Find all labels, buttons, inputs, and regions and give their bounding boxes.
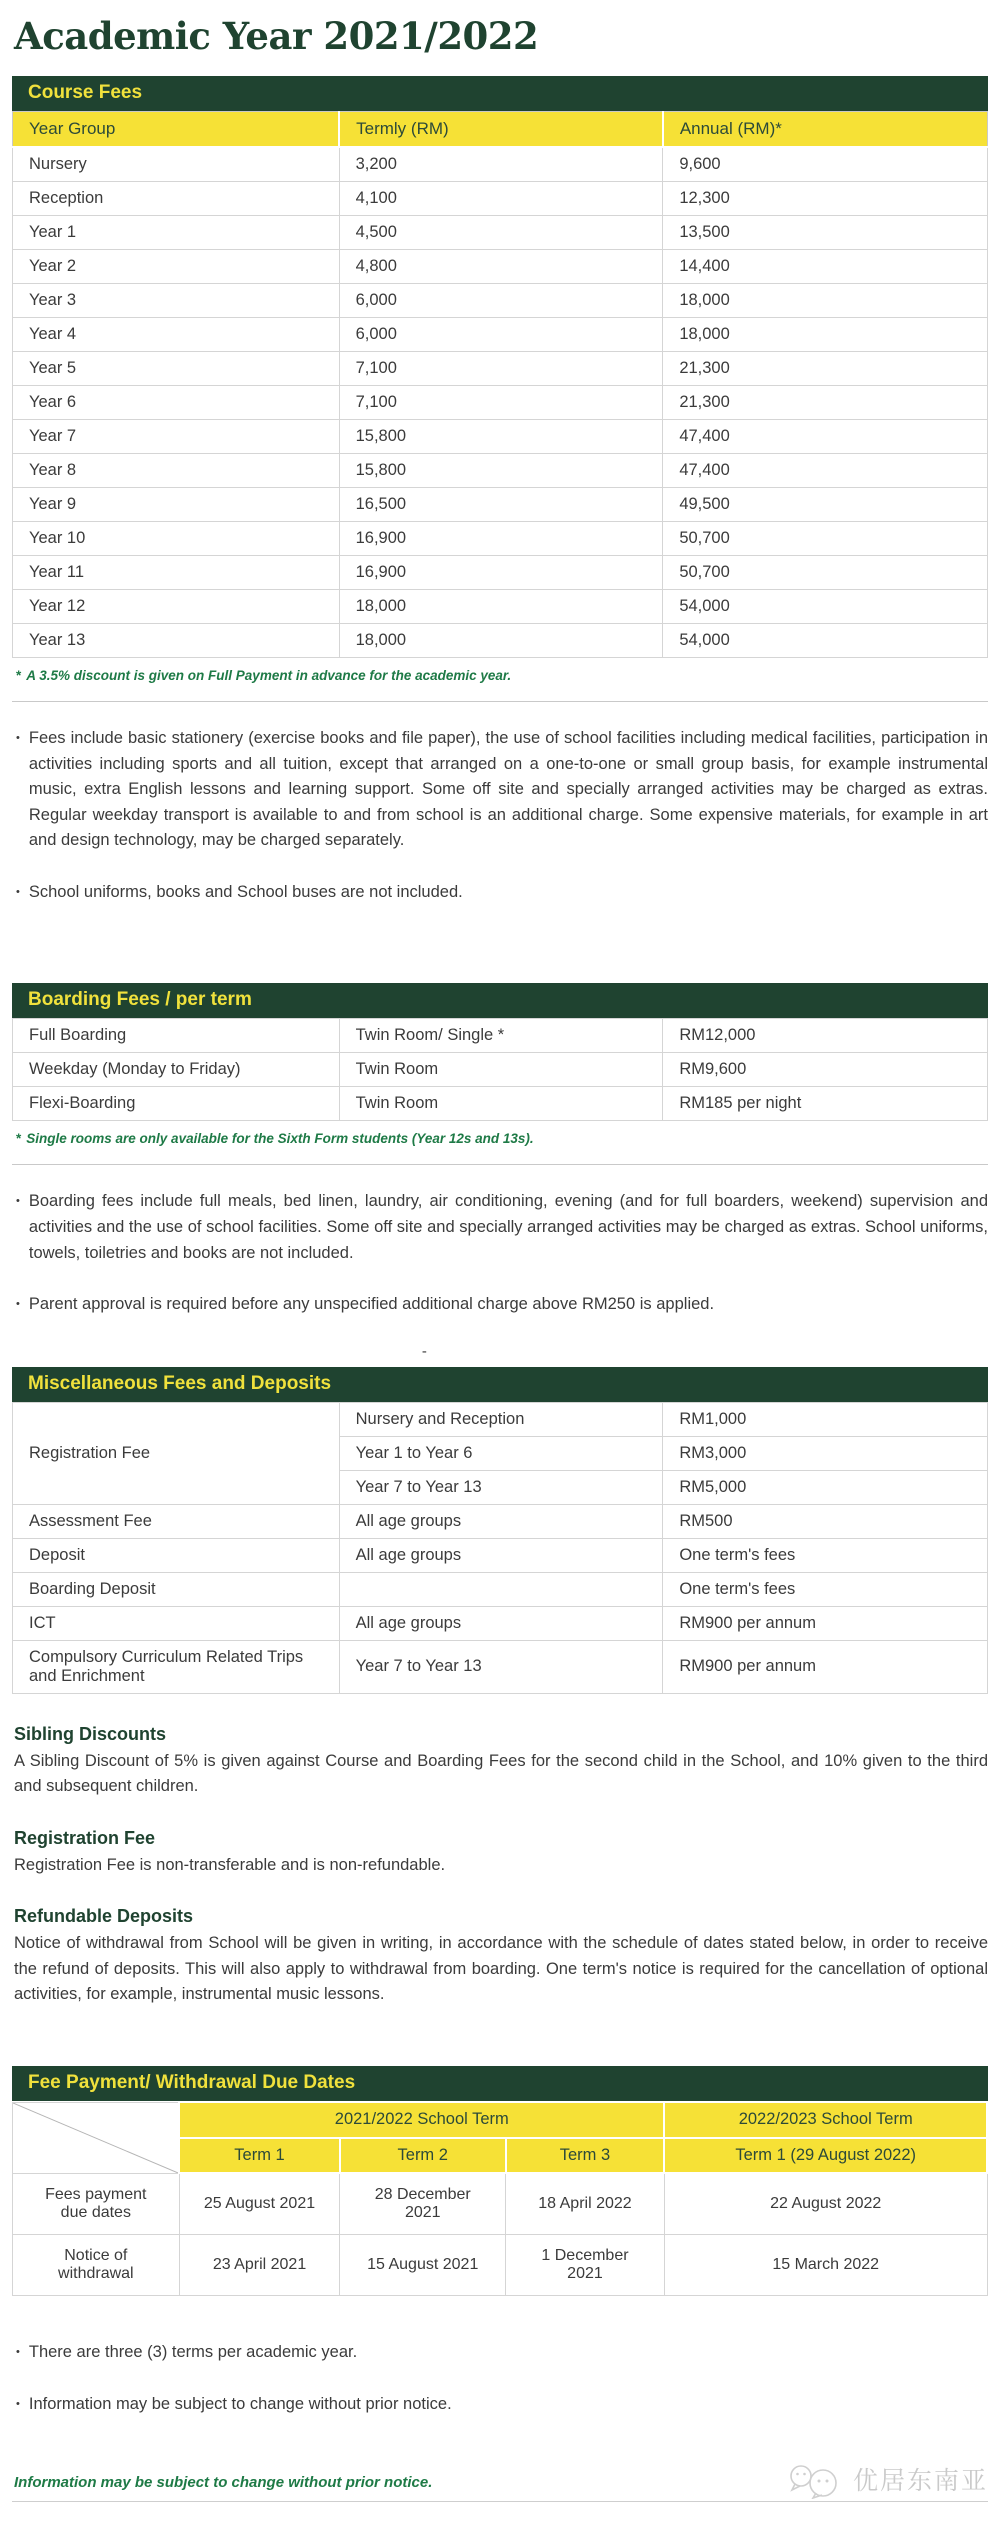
cell-fee-label: Deposit: [13, 1538, 340, 1572]
cell-fee: RM900 per annum: [663, 1640, 988, 1693]
cell-termly: 7,100: [339, 352, 663, 386]
diagonal-line-icon: [13, 2103, 178, 2173]
cell-year-group: Reception: [13, 182, 340, 216]
table-row: [13, 1019, 988, 1053]
cell-date: 23 April 2021: [179, 2235, 340, 2296]
cell-fee-label: Compulsory Curriculum Related Trips and Enrichment: [13, 1640, 340, 1693]
table-row: [13, 556, 988, 590]
cell-year-group: Year 3: [13, 284, 340, 318]
table-row: [13, 352, 988, 386]
cell-date: 25 August 2021: [179, 2173, 340, 2235]
table-row: [13, 1572, 988, 1606]
bullet-icon: •: [16, 732, 20, 744]
note-text: School uniforms, books and School buses are not included.: [28, 882, 463, 901]
group-header-2021-2022: 2021/2022 School Term: [179, 2102, 664, 2138]
course-fees-section-header: Course Fees: [12, 76, 988, 111]
separator-dash: -: [421, 1342, 427, 1360]
cell-year-group: Year 2: [13, 250, 340, 284]
cell-room-type: Twin Room/ Single *: [339, 1019, 663, 1053]
spacer: [12, 2296, 988, 2340]
cell-termly: 16,900: [339, 522, 663, 556]
spacer: [12, 2036, 988, 2066]
cell-year-group: Year 13: [13, 624, 340, 658]
cell-fee: One term's fees: [663, 1572, 988, 1606]
boarding-fees-section: [12, 983, 988, 1358]
course-fees-header-row: [13, 112, 988, 148]
bullet-icon: •: [16, 1298, 20, 1311]
course-fees-table: [12, 111, 988, 658]
sibling-discounts-heading: Sibling Discounts: [14, 1723, 167, 1744]
table-row: [13, 624, 988, 658]
section-divider: [12, 1164, 988, 1165]
cell-annual: 21,300: [663, 352, 988, 386]
row-label: Fees payment due dates: [13, 2173, 180, 2235]
cell-fee-label: Registration Fee: [13, 1402, 340, 1504]
due-dates-section-header: Fee Payment/ Withdrawal Due Dates: [12, 2066, 988, 2101]
spacer: [12, 931, 988, 983]
note-text: Parent approval is required before any unspecified additional charge above RM250 is applied.: [28, 1295, 715, 1314]
cell-termly: 4,500: [339, 216, 663, 250]
cell-boarding-type: Weekday (Monday to Friday): [13, 1053, 340, 1087]
cell-termly: 16,900: [339, 556, 663, 590]
cell-year-group: Year 7: [13, 420, 340, 454]
cell-year-group: Year 1: [13, 216, 340, 250]
cell-date: 18 April 2022: [506, 2173, 665, 2235]
bullet-icon: •: [16, 885, 20, 898]
table-row: [13, 1640, 988, 1693]
cell-annual: 18,000: [663, 318, 988, 352]
watermark-logo-icon: [785, 2463, 847, 2499]
cell-termly: 6,000: [339, 318, 663, 352]
cell-year-group: Year 11: [13, 556, 340, 590]
cell-termly: 4,800: [339, 250, 663, 284]
cell-fee: RM3,000: [663, 1436, 988, 1470]
table-row: [13, 386, 988, 420]
table-row: [13, 590, 988, 624]
cell-year-group: Year 12: [13, 590, 340, 624]
table-row: [13, 250, 988, 284]
column-header-termly: Termly (RM): [339, 112, 663, 148]
cell-termly: 4,100: [339, 182, 663, 216]
table-row: [13, 182, 988, 216]
page-footer: [12, 2463, 988, 2502]
course-fees-footnote: * A 3.5% discount is given on Full Payment in advance for the academic year.: [16, 668, 512, 683]
registration-fee-body: Registration Fee is non-transferable and is non-refundable.: [14, 1855, 446, 1874]
cell-termly: 7,100: [339, 386, 663, 420]
cell-fee: RM900 per annum: [663, 1606, 988, 1640]
misc-fees-table: [12, 1402, 988, 1694]
cell-year-group: Year 4: [13, 318, 340, 352]
cell-date: 22 August 2022: [664, 2173, 987, 2235]
cell-date: 15 August 2021: [340, 2235, 506, 2296]
cell-room-type: Twin Room: [339, 1053, 663, 1087]
refundable-deposits-section: [12, 1906, 988, 2008]
cell-age-group: [339, 1572, 663, 1606]
term-header: Term 2: [340, 2138, 506, 2174]
table-row: [13, 216, 988, 250]
cell-termly: 3,200: [339, 147, 663, 182]
footer-disclaimer: Information may be subject to change without prior notice.: [14, 2474, 433, 2492]
refundable-deposits-heading: Refundable Deposits: [14, 1906, 194, 1927]
table-row: [13, 1504, 988, 1538]
asterisk-marker: *: [16, 668, 22, 683]
cell-fee: RM1,000: [663, 1402, 988, 1436]
cell-annual: 9,600: [663, 147, 988, 182]
cell-fee-label: Assessment Fee: [13, 1504, 340, 1538]
cell-year-group: Year 8: [13, 454, 340, 488]
cell-fee: One term's fees: [663, 1538, 988, 1572]
boarding-fees-section-header: Boarding Fees / per term: [12, 983, 988, 1018]
cell-age-group: Nursery and Reception: [339, 1402, 663, 1436]
change-note: [16, 2392, 988, 2418]
diagonal-divider-cell: [13, 2102, 180, 2173]
refundable-deposits-body: Notice of withdrawal from School will be given in writing, in accordance with the schedule of dates stated below, in order to receive the refund of deposits. This will also apply to withdrawal from boarding. One term's notice is required for the cancellation of optional activities, for example, instrumental music lessons.: [14, 1934, 988, 2004]
table-row: [13, 1402, 988, 1436]
cell-fee: RM9,600: [663, 1053, 988, 1087]
registration-fee-heading: Registration Fee: [14, 1827, 156, 1848]
cell-annual: 21,300: [663, 386, 988, 420]
course-fees-note: [16, 726, 988, 854]
boarding-fees-note: [16, 1189, 988, 1266]
cell-termly: 18,000: [339, 624, 663, 658]
due-dates-table: [12, 2101, 988, 2296]
cell-termly: 6,000: [339, 284, 663, 318]
asterisk-marker: *: [16, 1131, 22, 1147]
note-text: Boarding fees include full meals, bed linen, laundry, air conditioning, evening (and for full boarders, weekend) supervision and activities and the use of school facilities. Some off site and specially arranged activities may be charged as extras. School uniforms, towels, toiletries and books are not included.: [28, 1192, 988, 1262]
table-row: [13, 2235, 988, 2296]
due-dates-group-header-row: [13, 2102, 988, 2138]
cell-annual: 12,300: [663, 182, 988, 216]
cell-date: 15 March 2022: [664, 2235, 987, 2296]
note-text: Fees include basic stationery (exercise books and file paper), the use of school facilities including medical facilities, participation in activities including sports and all tuition, except that arranged on a one-to-one or small group basis, for example instrumental music, extra English lessons and learning support. Some off site and specially arranged activities may be charged as extras. Regular weekday transport is available to and from school is an additional charge. Some expensive materials, for example in art and design technology, may be charged separately.: [28, 729, 988, 850]
misc-fees-section: [12, 1367, 988, 1694]
group-header-2022-2023: 2022/2023 School Term: [664, 2102, 987, 2138]
cell-fee: RM5,000: [663, 1470, 988, 1504]
cell-boarding-type: Full Boarding: [13, 1019, 340, 1053]
bullet-icon: •: [16, 1195, 20, 1208]
terms-note: [16, 2340, 988, 2366]
table-row: [13, 318, 988, 352]
sibling-discounts-body: A Sibling Discount of 5% is given against Course and Boarding Fees for the second child in the School, and 10% given to the third and subsequent children.: [14, 1751, 988, 1796]
table-row: [13, 147, 988, 182]
cell-age-group: All age groups: [339, 1504, 663, 1538]
table-row: [13, 2173, 988, 2235]
misc-fees-section-header: Miscellaneous Fees and Deposits: [12, 1367, 988, 1402]
boarding-fees-note: [16, 1292, 988, 1318]
spacer: [12, 1694, 988, 1724]
table-row: [13, 454, 988, 488]
cell-fee: RM185 per night: [663, 1087, 988, 1121]
cell-annual: 47,400: [663, 454, 988, 488]
cell-age-group: Year 7 to Year 13: [339, 1640, 663, 1693]
table-row: [13, 420, 988, 454]
cell-boarding-type: Flexi-Boarding: [13, 1087, 340, 1121]
table-row: [13, 1087, 988, 1121]
watermark-text: 优居东南亚: [852, 2466, 988, 2495]
due-dates-section: [12, 2066, 988, 2417]
row-label: Notice of withdrawal: [13, 2235, 180, 2296]
cell-annual: 50,700: [663, 522, 988, 556]
cell-termly: 16,500: [339, 488, 663, 522]
cell-fee: RM500: [663, 1504, 988, 1538]
cell-annual: 13,500: [663, 216, 988, 250]
table-row: [13, 1606, 988, 1640]
section-divider: [12, 701, 988, 702]
watermark: [785, 2463, 988, 2499]
cell-age-group: All age groups: [339, 1538, 663, 1572]
note-text: Information may be subject to change without prior notice.: [28, 2394, 452, 2413]
term-header: Term 1: [179, 2138, 340, 2174]
cell-termly: 18,000: [339, 590, 663, 624]
cell-fee: RM12,000: [663, 1019, 988, 1053]
boarding-fees-footnote: * Single rooms are only available for the Sixth Form students (Year 12s and 13s).: [16, 1131, 534, 1147]
cell-age-group: All age groups: [339, 1606, 663, 1640]
cell-year-group: Year 5: [13, 352, 340, 386]
cell-room-type: Twin Room: [339, 1087, 663, 1121]
table-row: [13, 522, 988, 556]
column-header-annual: Annual (RM)*: [663, 112, 988, 148]
cell-date: 1 December 2021: [506, 2235, 665, 2296]
cell-fee-label: Boarding Deposit: [13, 1572, 340, 1606]
table-row: [13, 284, 988, 318]
table-row: [13, 1053, 988, 1087]
bullet-icon: •: [16, 2397, 20, 2410]
sibling-discounts-section: [12, 1724, 988, 1800]
cell-fee-label: ICT: [13, 1606, 340, 1640]
cell-annual: 54,000: [663, 624, 988, 658]
cell-age-group: Year 1 to Year 6: [339, 1436, 663, 1470]
course-fees-section: [12, 76, 988, 905]
cell-age-group: Year 7 to Year 13: [339, 1470, 663, 1504]
term-header: Term 3: [506, 2138, 665, 2174]
cell-year-group: Year 10: [13, 522, 340, 556]
cell-annual: 50,700: [663, 556, 988, 590]
term-header: Term 1 (29 August 2022): [664, 2138, 987, 2174]
cell-annual: 14,400: [663, 250, 988, 284]
cell-year-group: Nursery: [13, 147, 340, 182]
cell-annual: 49,500: [663, 488, 988, 522]
boarding-fees-table: [12, 1018, 988, 1121]
cell-year-group: Year 6: [13, 386, 340, 420]
cell-annual: 18,000: [663, 284, 988, 318]
course-fees-note: [16, 880, 988, 906]
bullet-icon: •: [16, 2346, 20, 2358]
cell-annual: 47,400: [663, 420, 988, 454]
registration-fee-section: [12, 1828, 988, 1879]
cell-year-group: Year 9: [13, 488, 340, 522]
table-row: [13, 1538, 988, 1572]
cell-annual: 54,000: [663, 590, 988, 624]
cell-date: 28 December 2021: [340, 2173, 506, 2235]
column-header-year-group: Year Group: [13, 112, 340, 148]
page-title: Academic Year 2021/2022: [14, 14, 539, 58]
note-text: There are three (3) terms per academic year.: [28, 2343, 358, 2361]
table-row: [13, 488, 988, 522]
cell-termly: 15,800: [339, 454, 663, 488]
cell-termly: 15,800: [339, 420, 663, 454]
